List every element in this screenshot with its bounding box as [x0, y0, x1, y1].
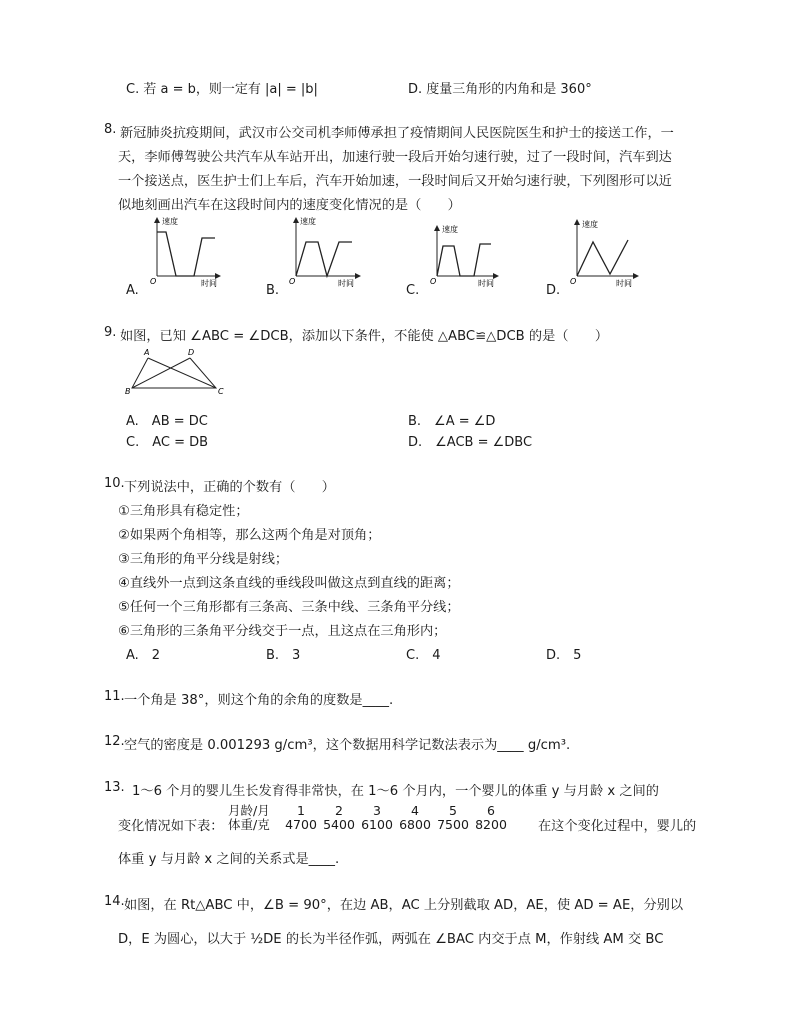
- graph-a-xlabel: 时间: [201, 279, 217, 288]
- q13-table-row: [228, 818, 510, 832]
- q11-text: 一个角是 38°，则这个角的余角的度数是____.: [124, 693, 394, 708]
- q13-row-4: 6800: [399, 817, 431, 832]
- q10-item-2: ②如果两个角相等，那么这两个角是对顶角；: [118, 528, 381, 543]
- q13-head-6: 6: [487, 803, 495, 818]
- q9-option-b: B. ∠A = ∠D: [408, 414, 496, 429]
- graph-d-ylabel: 速度: [582, 220, 598, 229]
- q12-number: 12.: [104, 734, 125, 749]
- q10-option-b: B. 3: [266, 648, 301, 663]
- q12-text: 空气的密度是 0.001293 g/cm³，这个数据用科学记数法表示为____ g/cm³.: [124, 738, 571, 753]
- q9-number: 9.: [104, 325, 117, 340]
- q13-head-5: 5: [449, 803, 457, 818]
- graph-b-ylabel: 速度: [300, 217, 316, 226]
- q9-point-c: C: [218, 387, 224, 396]
- q10-option-a: A. 2: [126, 648, 161, 663]
- q13-row-2: 5400: [323, 817, 355, 832]
- q9-figure: [124, 346, 224, 396]
- q9-point-a: A: [144, 348, 150, 357]
- q13-line-2-post: 在这个变化过程中，婴儿的: [538, 819, 697, 834]
- graph-b-xlabel: 时间: [338, 279, 354, 288]
- q13-number: 13.: [104, 780, 125, 795]
- q13-line-1: 1～6 个月的婴儿生长发育得非常快，在 1～6 个月内，一个婴儿的体重 y 与月龄 x 之间的: [132, 784, 659, 799]
- graph-a-origin: O: [150, 277, 157, 286]
- graph-b: [289, 216, 360, 288]
- q13-row-6: 8200: [475, 817, 507, 832]
- q9-option-c: C. AC = DB: [126, 435, 209, 450]
- q10-item-5: ⑤任何一个三角形都有三条高、三条中线、三条角平分线；: [118, 600, 460, 615]
- q9-option-d: D. ∠ACB = ∠DBC: [408, 435, 533, 450]
- q7-option-c: C. 若 a = b，则一定有 |a| = |b|: [126, 82, 318, 97]
- q9-point-b: B: [125, 387, 131, 396]
- graph-d-origin: O: [570, 277, 577, 286]
- q14-number: 14.: [104, 894, 125, 909]
- q13-inline-table: [228, 804, 510, 832]
- q11-number: 11.: [104, 689, 125, 704]
- q8-option-b: B.: [266, 283, 280, 298]
- q9-stem: 如图，已知 ∠ABC = ∠DCB，添加以下条件，不能使 △ABC≌△DCB 的是（ ）: [120, 329, 609, 344]
- graph-d-xlabel: 时间: [616, 279, 632, 288]
- q10-item-4: ④直线外一点到这条直线的垂线段叫做这点到直线的距离；: [118, 576, 460, 591]
- q10-option-d: D. 5: [546, 648, 582, 663]
- graph-c-origin: O: [430, 277, 437, 286]
- q10-stem: 下列说法中，正确的个数有（ ）: [124, 480, 335, 495]
- q14-line-2: D，E 为圆心，以大于 ½DE 的长为半径作弧，两弧在 ∠BAC 内交于点 M，作射线 AM 交 BC: [118, 932, 664, 947]
- q8-option-c: C.: [406, 283, 420, 298]
- q13-line-3: 体重 y 与月龄 x 之间的关系式是____.: [118, 852, 340, 867]
- graph-c: [430, 224, 498, 288]
- q8-option-d: D.: [546, 283, 561, 298]
- q8-graphs: [120, 214, 680, 302]
- graph-b-origin: O: [289, 277, 296, 286]
- q9-point-d: D: [188, 348, 195, 357]
- q13-line-2-pre: 变化情况如下表：: [118, 819, 224, 834]
- q13-head-2: 2: [335, 803, 343, 818]
- q8-line-3: 一个接送点，医生护士们上车后，汽车开始加速，一段时间后又开始匀速行驶，下列图形可以近: [118, 174, 672, 189]
- q13-head-3: 3: [373, 803, 381, 818]
- q13-row-3: 6100: [361, 817, 393, 832]
- q8-number: 8.: [104, 122, 117, 137]
- q13-row-label: 体重/克: [228, 817, 270, 832]
- q10-number: 10.: [104, 476, 125, 491]
- graph-a-ylabel: 速度: [162, 217, 178, 226]
- q8-line-1: 新冠肺炎抗疫期间，武汉市公交司机李师傅承担了疫情期间人民医院医生和护士的接送工作，一: [120, 126, 674, 141]
- q8-line-2: 天，李师傅驾驶公共汽车从车站开出，加速行驶一段后开始匀速行驶，过了一段时间，汽车到达: [118, 150, 672, 165]
- q10-item-6: ⑥三角形的三条角平分线交于一点，且这点在三角形内；: [118, 624, 447, 639]
- q13-row-1: 4700: [285, 817, 317, 832]
- q13-head-4: 4: [411, 803, 419, 818]
- q13-row-5: 7500: [437, 817, 469, 832]
- q14-line-1: 如图，在 Rt△ABC 中，∠B = 90°，在边 AB，AC 上分别截取 AD，AE，使 AD = AE，分别以: [124, 898, 684, 913]
- q10-option-c: C. 4: [406, 648, 441, 663]
- graph-d: [570, 219, 638, 288]
- graph-c-ylabel: 速度: [442, 225, 458, 234]
- q13-table-head: [228, 804, 510, 818]
- q8-line-4: 似地刻画出汽车在这段时间内的速度变化情况的是（ ）: [118, 198, 461, 213]
- graph-c-xlabel: 时间: [478, 279, 494, 288]
- q9-option-a: A. AB = DC: [126, 414, 208, 429]
- q10-item-3: ③三角形的角平分线是射线；: [118, 552, 289, 567]
- q7-option-d: D. 度量三角形的内角和是 360°: [408, 82, 592, 97]
- graph-a: [150, 216, 220, 288]
- q13-head-label: 月龄/月: [228, 803, 270, 818]
- q13-head-1: 1: [297, 803, 305, 818]
- q10-item-1: ①三角形具有稳定性；: [118, 504, 249, 519]
- q8-option-a: A.: [126, 283, 139, 298]
